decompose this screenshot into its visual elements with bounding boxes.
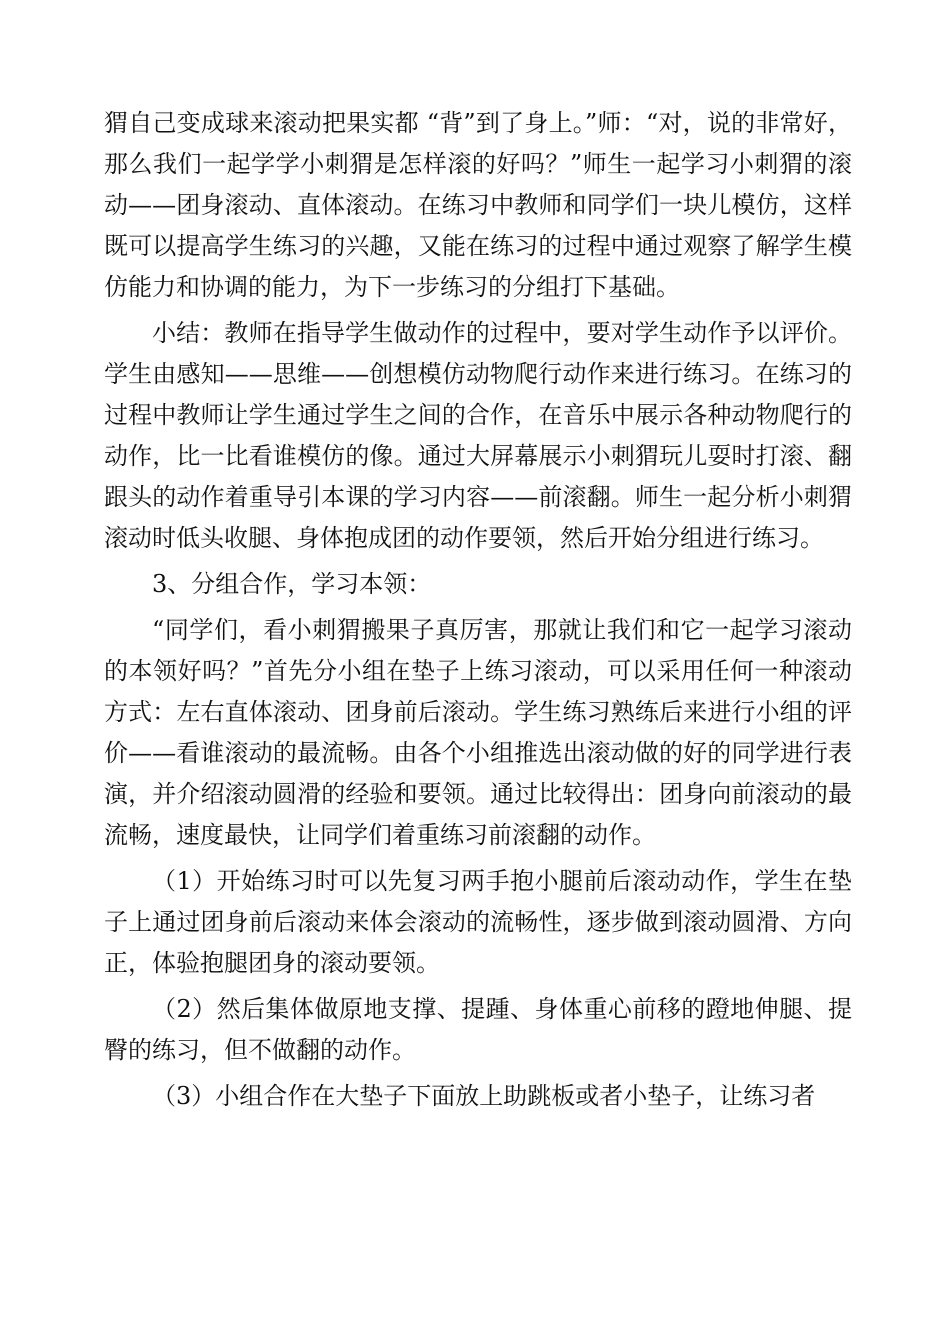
paragraph-summary: 小结：教师在指导学生做动作的过程中，要对学生动作予以评价。学生由感知——思维——创想模仿动物爬行动作来进行练习。在练习的过程中教师让学生通过学生之间的合作，在音乐中展示各种动物爬行的动作，比一比看谁模仿的像。通过大屏幕展示小刺猬玩儿耍时打滚、翻跟头的动作着重导引本课的学习内容——前滚翻。师生一起分析小刺猬滚动时低头收腿、身体抱成团的动作要领，然后开始分组进行练习。: [104, 319, 852, 552]
paragraph-group-practice: “同学们，看小刺猬搬果子真厉害，那就让我们和它一起学习滚动的本领好吗？”首先分小组在垫子上练习滚动，可以采用任何一种滚动方式：左右直体滚动、团身前后滚动。学生练习熟练后来进行小组的评价——看谁滚动的最流畅。由各个小组推选出滚动做的好的同学进行表演，并介绍滚动圆滑的经验和要领。通过比较得出：团身向前滚动的最流畅，速度最快，让同学们着重练习前滚翻的动作。: [104, 616, 852, 849]
paragraph-step-3: （3）小组合作在大垫子下面放上助跳板或者小垫子，让练习者: [152, 1082, 816, 1110]
paragraph-continuation: 猬自己变成球来滚动把果实都 “背”到了身上。”师：“对，说的非常好，那么我们一起学学小刺猬是怎样滚的好吗？”师生一起学习小刺猬的滚动——团身滚动、直体滚动。在练习中教师和同学们一块儿模仿，这样既可以提高学生练习的兴趣，又能在练习的过程中通过观察了解学生模仿能力和协调的能力，为下一步练习的分组打下基础。: [104, 109, 852, 301]
section-heading-3: 3、分组合作，学习本领：: [152, 570, 432, 598]
paragraph-step-1: （1）开始练习时可以先复习两手抱小腿前后滚动动作，学生在垫子上通过团身前后滚动来体会滚动的流畅性，逐步做到滚动圆滑、方向正，体验抱腿团身的滚动要领。: [104, 867, 852, 977]
document-body: [104, 103, 852, 1122]
paragraph-step-2: （2）然后集体做原地支撑、提踵、身体重心前移的蹬地伸腿、提臀的练习，但不做翻的动作。: [104, 995, 852, 1064]
